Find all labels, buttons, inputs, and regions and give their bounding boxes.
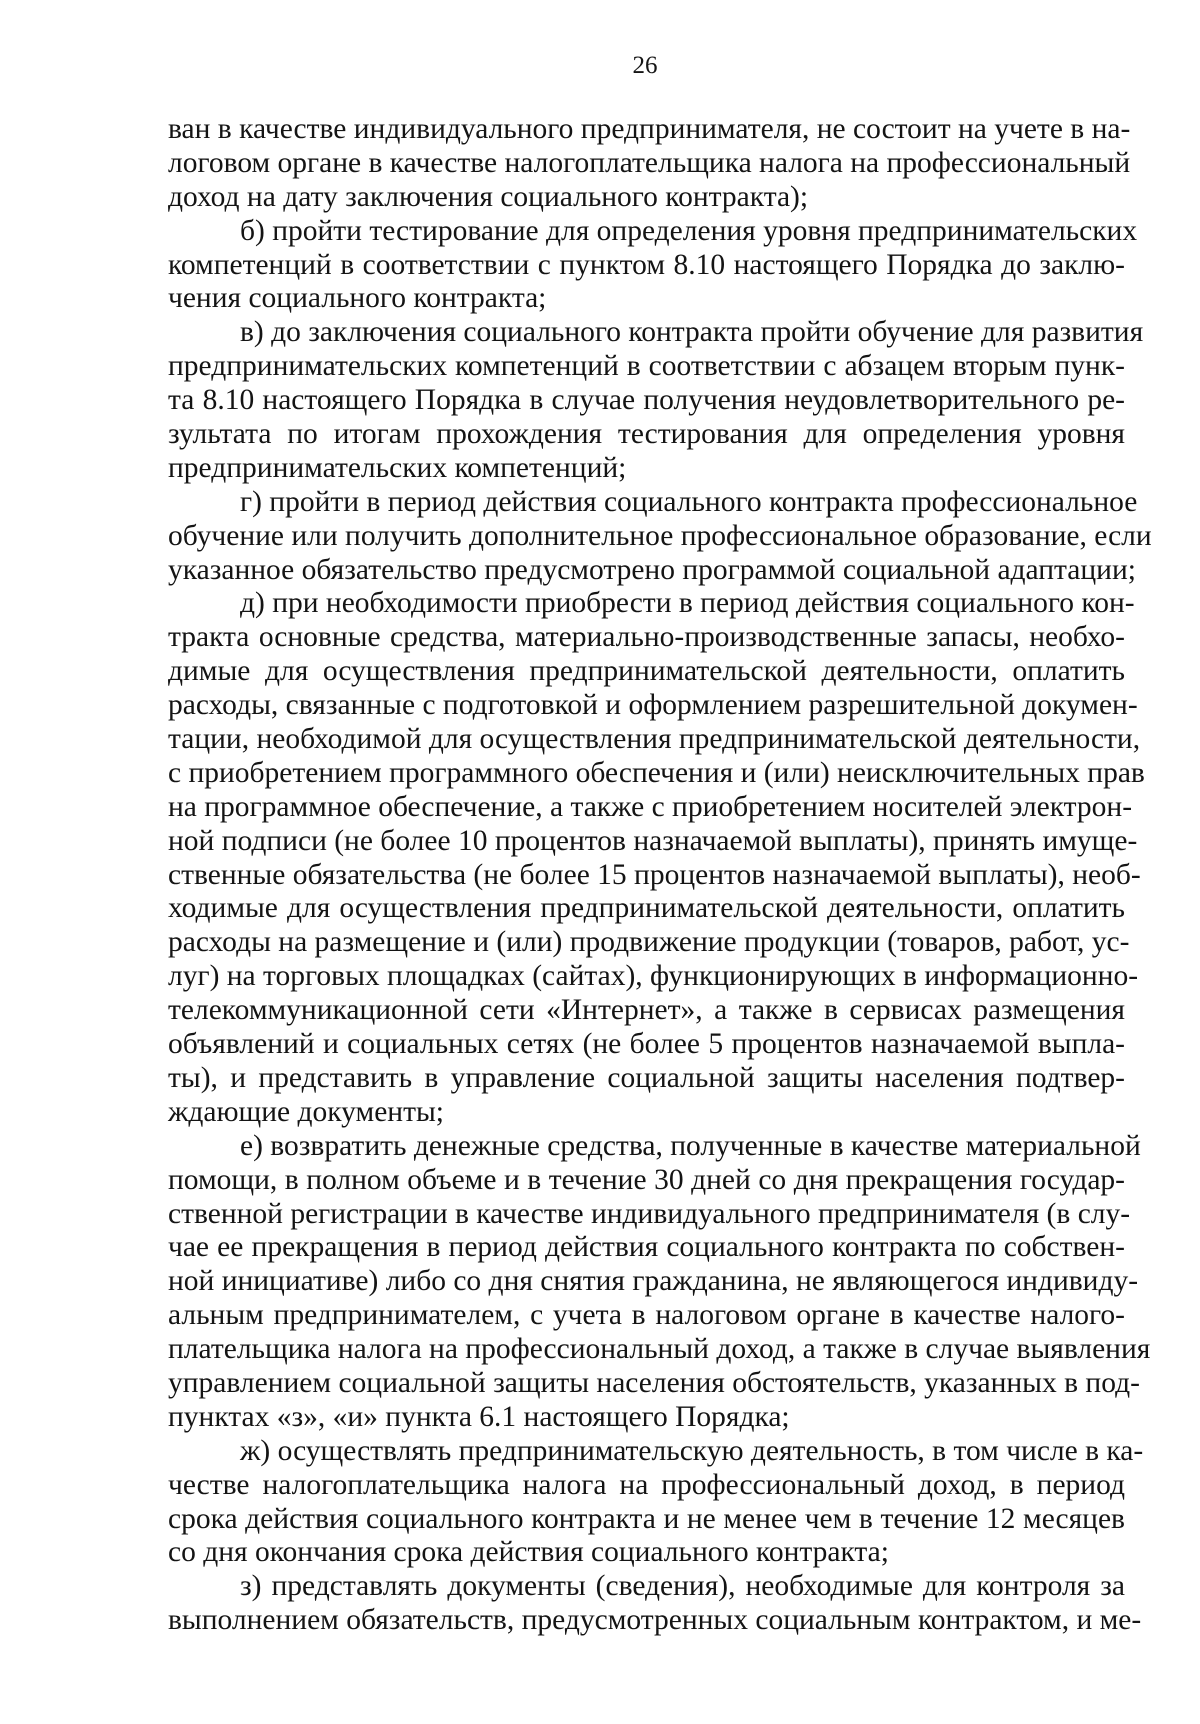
- text-line: ной подписи (не более 10 процентов назначаемой выплаты), принять имуще-: [168, 824, 1138, 857]
- page-number: 26: [632, 52, 658, 79]
- text-line: ственные обязательства (не более 15 процентов назначаемой выплаты), необ-: [168, 858, 1141, 891]
- text-line: б) пройти тестирование для определения уровня предпринимательских: [240, 214, 1138, 247]
- paragraph-item-e: [168, 1129, 1151, 1435]
- paragraph-continuation: [168, 113, 1131, 215]
- text-line: ной инициативе) либо со дня снятия гражданина, не являющегося индивиду-: [168, 1265, 1139, 1298]
- paragraph-item-d: [168, 587, 1145, 1129]
- text-line: указанное обязательство предусмотрено программой социальной адаптации;: [168, 553, 1136, 586]
- document-body: [168, 113, 1152, 1638]
- paragraph-item-g: [168, 485, 1152, 588]
- text-line: честве налогоплательщика налога на профессиональный доход, в период: [168, 1468, 1125, 1501]
- text-line: плательщика налога на профессиональный доход, а также в случае выявления: [168, 1333, 1151, 1366]
- text-line: зультата по итогам прохождения тестирования для определения уровня: [168, 418, 1125, 451]
- text-line: з) представлять документы (сведения), необходимые для контроля за: [240, 1570, 1125, 1603]
- text-line: луг) на торговых площадках (сайтах), функционирующих в информационно-: [168, 960, 1139, 993]
- text-line: тации, необходимой для осуществления предпринимательской деятельности,: [168, 723, 1141, 756]
- paragraph-item-zh: [168, 1434, 1144, 1571]
- text-line: та 8.10 настоящего Порядка в случае получения неудовлетворительного ре-: [168, 384, 1125, 417]
- text-line: ственной регистрации в качестве индивидуального предпринимателя (в слу-: [168, 1197, 1131, 1230]
- text-line: компетенций в соответствии с пунктом 8.10 настоящего Порядка до заклю-: [168, 248, 1125, 281]
- text-line: со дня окончания срока действия социального контракта;: [168, 1536, 889, 1569]
- text-line: д) при необходимости приобрести в период действия социального кон-: [240, 587, 1135, 620]
- text-line: г) пройти в период действия социального контракта профессиональное: [240, 485, 1138, 518]
- text-line: расходы на размещение и (или) продвижение продукции (товаров, работ, ус-: [168, 926, 1130, 959]
- text-line: ж) осуществлять предпринимательскую деятельность, в том числе в ка-: [240, 1434, 1144, 1467]
- text-line: предпринимательских компетенций;: [168, 451, 627, 484]
- text-line: с приобретением программного обеспечения и (или) неисключительных прав: [168, 756, 1145, 789]
- text-line: ты), и представить в управление социальной защиты населения подтвер-: [168, 1061, 1125, 1094]
- text-line: пунктах «з», «и» пункта 6.1 настоящего Порядка;: [168, 1400, 790, 1433]
- text-line: ван в качестве индивидуального предпринимателя, не состоит на учете в на-: [168, 113, 1131, 145]
- text-line: тракта основные средства, материально-производственные запасы, необхо-: [168, 621, 1125, 654]
- text-line: чения социального контракта;: [168, 282, 547, 315]
- text-line: помощи, в полном объеме и в течение 30 дней со дня прекращения государ-: [168, 1163, 1125, 1196]
- text-line: ждающие документы;: [168, 1095, 444, 1128]
- text-line: димые для осуществления предпринимательской деятельности, оплатить: [168, 655, 1125, 688]
- text-line: предпринимательских компетенций в соответствии с абзацем вторым пунк-: [168, 350, 1125, 383]
- paragraph-item-z: [168, 1570, 1142, 1638]
- paragraph-item-b: [168, 214, 1138, 317]
- text-line: е) возвратить денежные средства, полученные в качестве материальной: [240, 1129, 1141, 1162]
- text-line: альным предпринимателем, с учета в налоговом органе в качестве налого-: [168, 1299, 1125, 1332]
- text-line: срока действия социального контракта и не менее чем в течение 12 месяцев: [168, 1502, 1125, 1535]
- text-line: чае ее прекращения в период действия социального контракта по собствен-: [168, 1231, 1125, 1264]
- text-line: ходимые для осуществления предпринимательской деятельности, оплатить: [168, 892, 1125, 925]
- text-line: в) до заключения социального контракта пройти обучение для развития: [240, 316, 1144, 349]
- paragraph-item-v: [168, 316, 1144, 485]
- text-line: на программное обеспечение, а также с приобретением носителей электрон-: [168, 790, 1133, 823]
- text-line: объявлений и социальных сетях (не более 5 процентов назначаемой выпла-: [168, 1028, 1125, 1061]
- text-line: расходы, связанные с подготовкой и оформлением разрешительной докумен-: [168, 689, 1138, 722]
- text-line: телекоммуникационной сети «Интернет», а также в сервисах размещения: [168, 994, 1125, 1027]
- text-line: управлением социальной защиты населения обстоятельств, указанных в под-: [168, 1366, 1140, 1399]
- text-line: логовом органе в качестве налогоплательщика налога на профессиональный: [168, 146, 1131, 179]
- text-line: доход на дату заключения социального контракта);: [168, 180, 809, 213]
- text-line: выполнением обязательств, предусмотренных социальным контрактом, и ме-: [168, 1604, 1142, 1637]
- text-line: обучение или получить дополнительное профессиональное образование, если: [168, 519, 1152, 552]
